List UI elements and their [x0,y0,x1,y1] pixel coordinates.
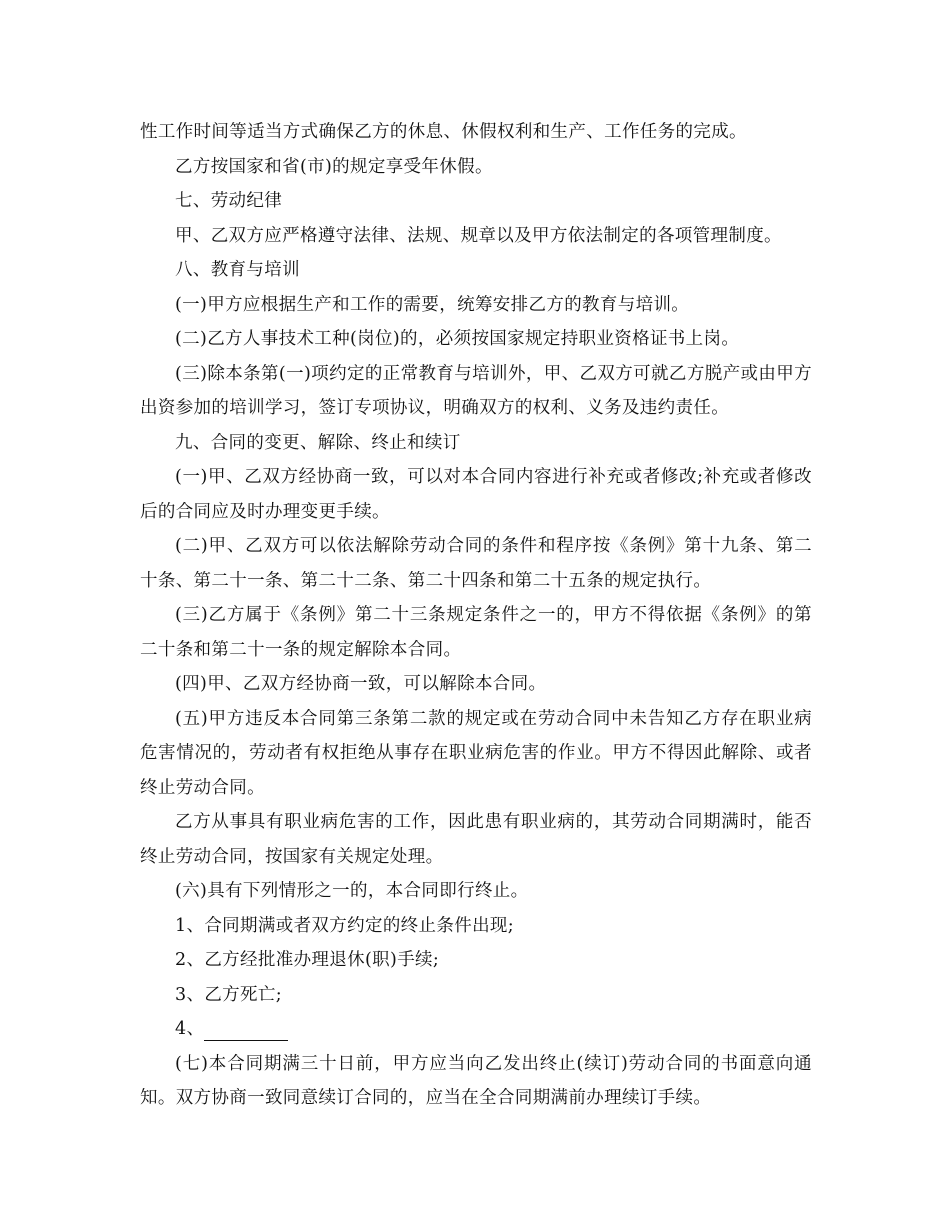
paragraph-change-item-2: (二)甲、乙双方可以依法解除劳动合同的条件和程序按《条例》第十九条、第二十条、第二十一条、第二十二条、第二十四条和第二十五条的规定执行。 [140,536,812,591]
paragraph-annual-leave: 乙方按国家和省(市)的规定享受年休假。 [175,156,493,177]
list-item-termination-2: 2、乙方经批准办理退休(职)手续; [175,950,440,970]
paragraph-training-item-2: (二)乙方人事技术工种(岗位)的，必须按国家规定持职业资格证书上岗。 [175,329,740,349]
paragraph-change-item-4: (四)甲、乙双方经协商一致，可以解除本合同。 [175,674,547,694]
paragraph-continued-rest-time: 性工作时间等适当方式确保乙方的休息、休假权利和生产、工作任务的完成。 [140,122,747,142]
paragraph-change-item-3: (三)乙方属于《条例》第二十三条规定条件之一的，甲方不得依据《条例》的第二十条和第二十一条的规定解除本合同。 [140,605,812,660]
paragraph-change-item-6: (六)具有下列情形之一的，本合同即行终止。 [175,881,529,901]
document-body [140,115,812,1116]
paragraph-training-item-3: (三)除本条第(一)项约定的正常教育与培训外，甲、乙双方可就乙方脱产或由甲方出资参加的培训学习，签订专项协议，明确双方的权利、义务及违约责任。 [140,363,812,418]
list-item-termination-3: 3、乙方死亡; [175,984,282,1005]
list-item-termination-4-label: 4、 [175,1019,205,1039]
paragraph-change-item-1: (一)甲、乙双方经协商一致，可以对本合同内容进行补充或者修改;补充或者修改后的合同应及时办理变更手续。 [140,467,812,522]
section-heading-contract-changes: 九、合同的变更、解除、终止和续订 [175,432,461,453]
list-item-termination-1: 1、合同期满或者双方约定的终止条件出现; [175,915,515,936]
paragraph-occupational-disease: 乙方从事具有职业病危害的工作，因此患有职业病的，其劳动合同期满时，能否终止劳动合同，按国家有关规定处理。 [140,812,812,867]
section-heading-labor-discipline: 七、劳动纪律 [175,191,283,211]
paragraph-labor-discipline: 甲、乙双方应严格遵守法律、法规、规章以及甲方依法制定的各项管理制度。 [175,225,782,246]
section-heading-education-training: 八、教育与培训 [175,260,300,280]
list-item-termination-4 [140,1012,812,1047]
paragraph-change-item-7: (七)本合同期满三十日前，甲方应当向乙发出终止(续订)劳动合同的书面意向通知。双方协商一致同意续订合同的，应当在全合同期满前办理续订手续。 [140,1053,812,1108]
paragraph-training-item-1: (一)甲方应根据生产和工作的需要，统筹安排乙方的教育与培训。 [175,294,690,315]
paragraph-change-item-5: (五)甲方违反本合同第三条第二款的规定或在劳动合同中未告知乙方存在职业病危害情况的，劳动者有权拒绝从事存在职业病危害的作业。甲方不得因此解除、或者终止劳动合同。 [140,708,812,798]
fill-in-blank-line [204,1018,288,1041]
